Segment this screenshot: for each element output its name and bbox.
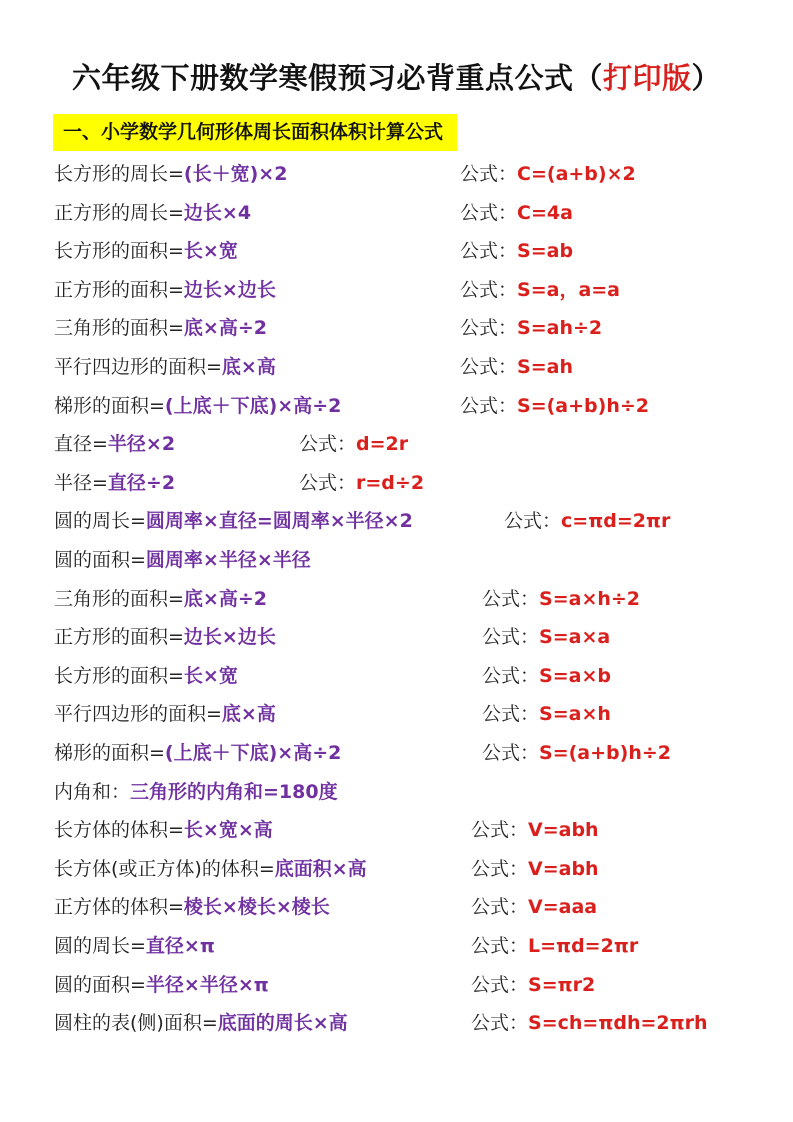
row-formula: [471, 931, 638, 961]
row-formula: [482, 699, 611, 729]
row-value: 三角形的内角和=180度: [130, 780, 338, 803]
formula-row: [54, 815, 599, 845]
row-formula: [471, 854, 599, 884]
row-value: 边长×边长: [183, 278, 276, 301]
formula-row: [54, 159, 636, 189]
row-value: 棱长×棱长×棱长: [183, 896, 330, 919]
formula-value: r=d÷2: [356, 471, 425, 494]
formula-row: [54, 1008, 708, 1038]
formula-label: 公式：: [471, 935, 529, 957]
row-label: 圆的周长=: [54, 935, 146, 957]
formula-label: 公式：: [482, 664, 540, 687]
row-formula: [504, 506, 670, 536]
row-formula: [460, 313, 602, 343]
row-value: 底×高: [221, 703, 276, 726]
formula-value: c=πd=2πr: [561, 510, 671, 533]
row-label: 正方形的周长=: [54, 201, 184, 224]
formula-value: S=ah: [517, 356, 573, 378]
formula-value: S=ab: [517, 240, 574, 263]
page-title: [0, 56, 793, 97]
row-formula: [482, 584, 640, 614]
row-value: 底面积×高: [274, 857, 367, 880]
formula-row: [54, 931, 639, 961]
formula-label: 公式：: [482, 626, 540, 649]
row-label: 长方形的周长=: [54, 163, 184, 185]
row-label: 圆的面积=: [54, 549, 146, 571]
formula-value: V=aaa: [528, 896, 598, 919]
row-value: 直径÷2: [107, 471, 176, 494]
formula-row: [54, 506, 671, 536]
formula-value: S=a×h÷2: [539, 587, 641, 610]
formula-value: V=abh: [528, 819, 599, 842]
formula-label: 公式：: [460, 201, 518, 224]
row-formula: [460, 159, 636, 189]
row-formula: [299, 468, 424, 498]
formula-label: 公式：: [299, 471, 357, 494]
row-value: 边长×边长: [183, 626, 276, 649]
formula-row: [54, 275, 621, 305]
row-label: 梯形的面积=: [54, 394, 165, 417]
formula-row: [54, 622, 611, 652]
formula-value: S=(a+b)h÷2: [517, 394, 649, 417]
formula-value: S=a，a=a: [517, 278, 621, 301]
formula-value: S=ch=πdh=2πrh: [528, 1012, 708, 1035]
row-label: 直径=: [54, 433, 108, 456]
formula-row: [54, 198, 573, 228]
formula-value: V=abh: [528, 857, 599, 880]
row-formula: [460, 198, 573, 228]
row-value: 圆周率×半径×半径: [145, 549, 311, 571]
row-value: (上底＋下底)×高÷2: [164, 394, 342, 417]
formula-label: 公式：: [460, 394, 518, 417]
formula-label: 公式：: [504, 510, 562, 533]
formula-label: 公式：: [471, 1012, 529, 1035]
row-formula: [460, 352, 573, 382]
formula-label: 公式：: [460, 317, 518, 340]
row-value: 底面的周长×高: [217, 1012, 348, 1035]
row-value: (长＋宽)×2: [183, 163, 288, 185]
formula-row: [54, 738, 671, 768]
row-label: 三角形的面积=: [54, 317, 184, 340]
page-title-main: 六年级下册数学寒假预习必背重点公式（: [71, 61, 603, 95]
formula-row: [54, 352, 573, 382]
row-value: 直径×π: [145, 935, 215, 957]
row-formula: [460, 236, 573, 266]
formula-row: [54, 313, 603, 343]
row-formula: [482, 738, 671, 768]
formula-row: [54, 584, 641, 614]
formula-label: 公式：: [471, 819, 529, 842]
formula-value: S=(a+b)h÷2: [539, 742, 671, 764]
row-value: 长×宽: [183, 664, 238, 687]
formula-label: 公式：: [482, 703, 540, 726]
formula-row: [54, 468, 425, 498]
page-title-highlight: 打印版: [602, 61, 692, 95]
formula-value: S=πr2: [528, 973, 596, 996]
row-label: 平行四边形的面积=: [54, 356, 222, 378]
formula-row: [54, 777, 338, 807]
row-label: 三角形的面积=: [54, 587, 184, 610]
row-label: 圆的面积=: [54, 973, 146, 996]
row-label: 正方体的体积=: [54, 896, 184, 919]
formula-value: S=a×b: [539, 664, 611, 687]
formula-row: [54, 545, 311, 575]
row-value: 半径×半径×π: [145, 973, 269, 996]
row-value: 半径×2: [107, 433, 176, 456]
formula-label: 公式：: [471, 857, 529, 880]
row-label: 正方形的面积=: [54, 278, 184, 301]
row-formula: [471, 815, 599, 845]
formula-label: 公式：: [471, 896, 529, 919]
row-formula: [471, 892, 597, 922]
row-value: 底×高÷2: [183, 317, 267, 340]
row-label: 正方形的面积=: [54, 626, 184, 649]
row-label: 圆柱的表(侧)面积=: [54, 1012, 218, 1035]
row-label: 长方体的体积=: [54, 819, 184, 842]
formula-label: 公式：: [482, 742, 540, 764]
row-formula: [460, 391, 649, 421]
formula-row: [54, 892, 598, 922]
row-formula: [471, 1008, 708, 1038]
formula-label: 公式：: [460, 356, 518, 378]
page-title-close: ）: [691, 61, 722, 95]
row-label: 长方体(或正方体)的体积=: [54, 857, 275, 880]
row-value: 边长×4: [183, 201, 252, 224]
row-value: (上底＋下底)×高÷2: [164, 742, 342, 764]
row-label: 圆的周长=: [54, 510, 146, 533]
row-value: 长×宽: [183, 240, 238, 263]
formula-value: S=ah÷2: [517, 317, 603, 340]
formula-value: L=πd=2πr: [528, 935, 639, 957]
formula-row: [54, 236, 574, 266]
row-label: 平行四边形的面积=: [54, 703, 222, 726]
row-value: 长×宽×高: [183, 819, 273, 842]
row-value: 底×高÷2: [183, 587, 267, 610]
formula-label: 公式：: [299, 433, 357, 456]
row-label: 长方形的面积=: [54, 240, 184, 263]
row-label: 长方形的面积=: [54, 664, 184, 687]
row-label: 内角和：: [54, 780, 131, 803]
row-value: 底×高: [221, 356, 276, 378]
formula-value: S=a×h: [539, 703, 611, 726]
row-value: 圆周率×直径=圆周率×半径×2: [145, 510, 413, 533]
formula-row: [54, 970, 596, 1000]
formula-label: 公式：: [460, 240, 518, 263]
formula-row: [54, 854, 599, 884]
row-formula: [299, 429, 408, 459]
formula-row: [54, 661, 611, 691]
formula-label: 公式：: [460, 278, 518, 301]
formula-value: C=(a+b)×2: [517, 163, 636, 185]
row-formula: [460, 275, 620, 305]
formula-value: C=4a: [517, 201, 573, 224]
formula-row: [54, 429, 409, 459]
formula-label: 公式：: [482, 587, 540, 610]
formula-label: 公式：: [460, 163, 518, 185]
formula-row: [54, 391, 649, 421]
formula-row: [54, 699, 611, 729]
section-heading: 一、小学数学几何形体周长面积体积计算公式: [53, 114, 457, 151]
row-label: 半径=: [54, 471, 108, 494]
row-label: 梯形的面积=: [54, 742, 165, 764]
row-formula: [471, 970, 595, 1000]
formula-value: d=2r: [356, 433, 409, 456]
formula-label: 公式：: [471, 973, 529, 996]
row-formula: [482, 622, 610, 652]
row-formula: [482, 661, 611, 691]
formula-value: S=a×a: [539, 626, 611, 649]
